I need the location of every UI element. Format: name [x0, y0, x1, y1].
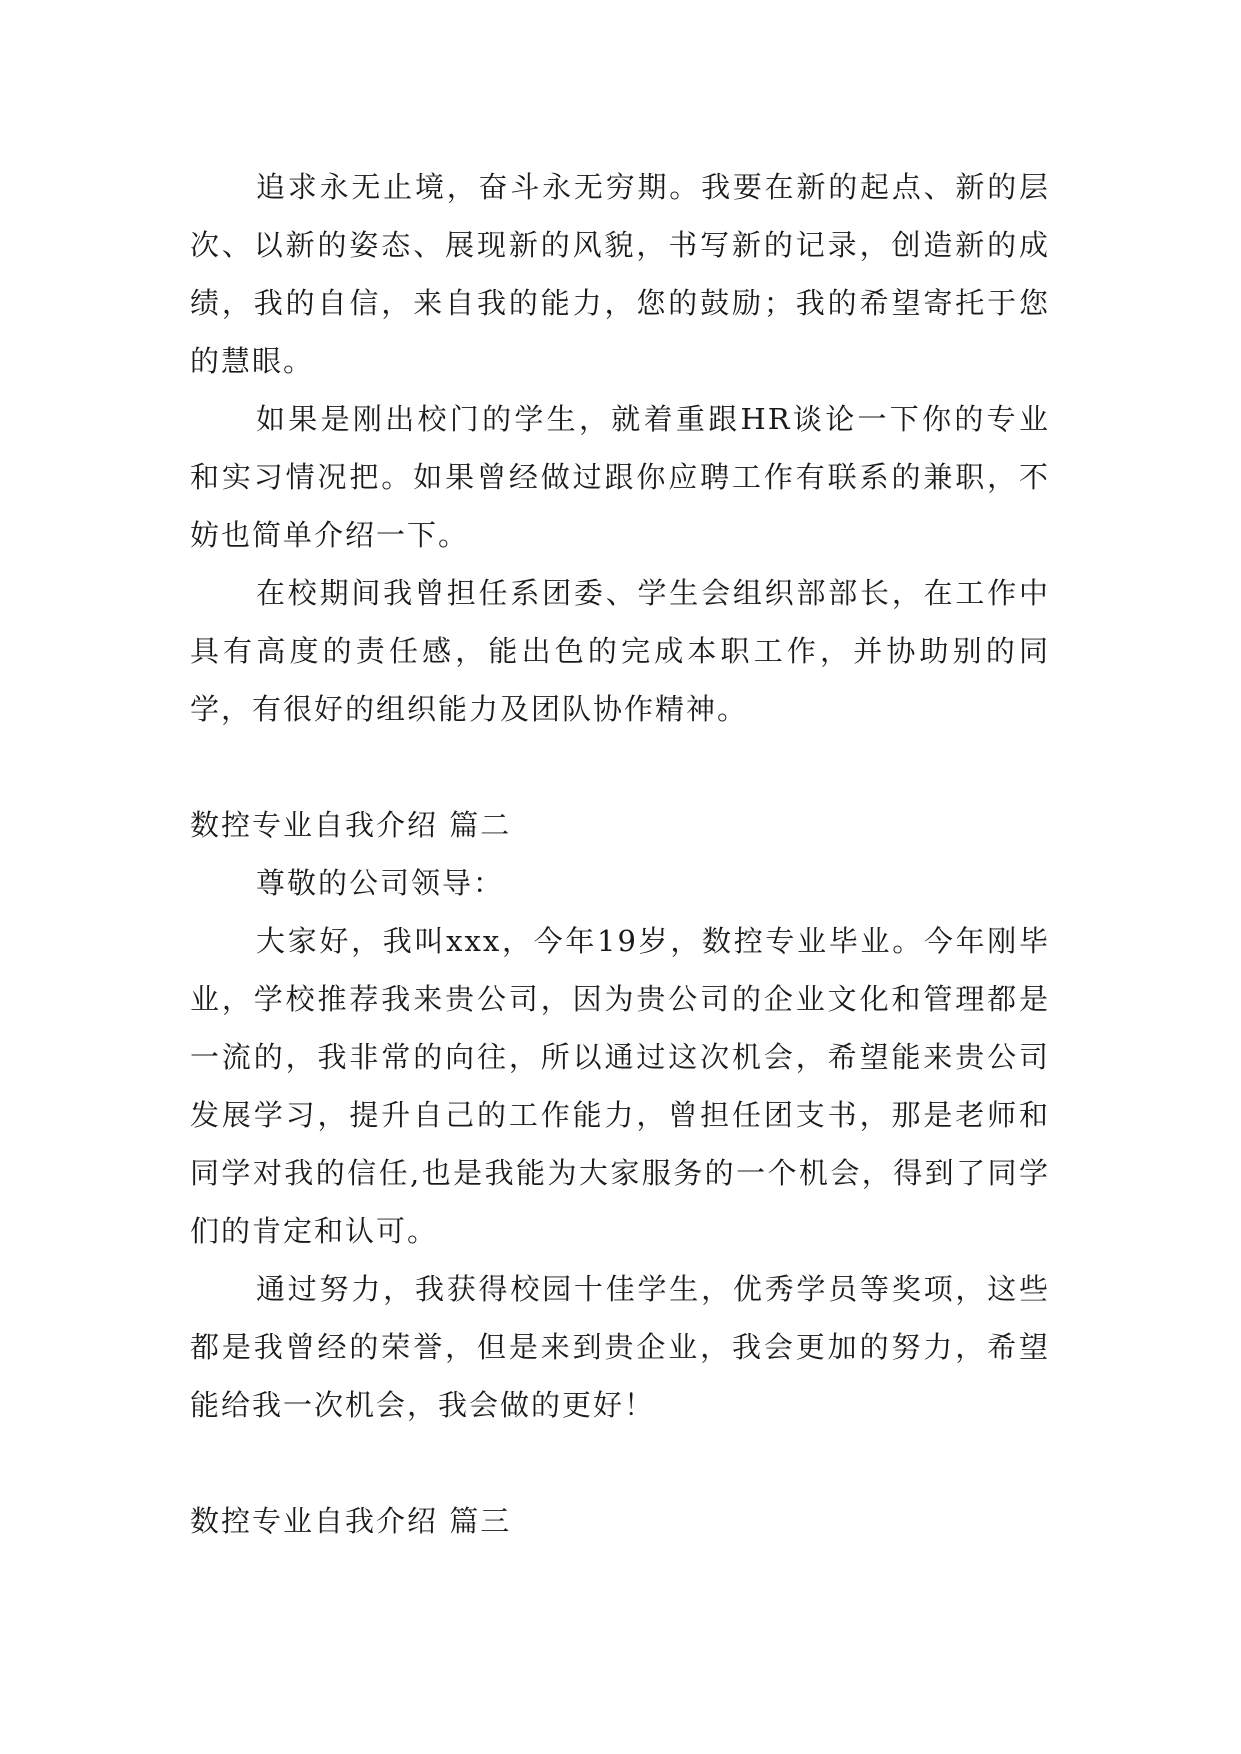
paragraph-graduate-advice: 如果是刚出校门的学生，就着重跟HR谈论一下你的专业和实习情况把。如果曾经做过跟你应聘工作有联系的兼职，不妨也简单介绍一下。	[190, 402, 1050, 552]
section-heading-2: 数控专业自我介绍 篇二	[190, 808, 512, 842]
paragraph-aspiration: 追求永无止境，奋斗永无穷期。我要在新的起点、新的层次、以新的姿态、展现新的风貌，书写新的记录，创造新的成绩，我的自信，来自我的能力，您的鼓励；我的希望寄托于您的慧眼。	[190, 170, 1050, 378]
document-body	[190, 158, 1050, 1550]
paragraph-salutation: 尊敬的公司领导：	[256, 866, 505, 900]
paragraph-honors: 通过努力，我获得校园十佳学生，优秀学员等奖项，这些都是我曾经的荣誉，但是来到贵企业，我会更加的努力，希望能给我一次机会，我会做的更好！	[190, 1272, 1050, 1422]
paragraph-self-intro: 大家好，我叫xxx，今年19岁，数控专业毕业。今年刚毕业，学校推荐我来贵公司，因为贵公司的企业文化和管理都是一流的，我非常的向往，所以通过这次机会，希望能来贵公司发展学习，提升自己的工作能力，曾担任团支书，那是老师和同学对我的信任,也是我能为大家服务的一个机会，得到了同学们的肯定和认可。	[190, 924, 1050, 1248]
section-heading-3: 数控专业自我介绍 篇三	[190, 1504, 512, 1538]
paragraph-school-experience: 在校期间我曾担任系团委、学生会组织部部长，在工作中具有高度的责任感，能出色的完成本职工作，并协助别的同学，有很好的组织能力及团队协作精神。	[190, 576, 1050, 726]
